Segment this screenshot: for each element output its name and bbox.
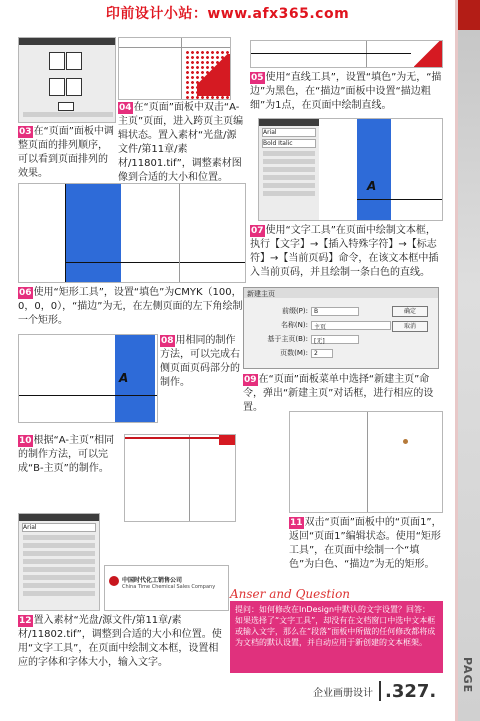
step-06-number: 06 [19,288,32,298]
step-05-number: 05 [251,73,264,83]
step-11-number: 11 [290,518,303,528]
step-11-text: 双击“页面”面板中的“页面1”，返回“页面1”编辑状态。使用“矩形工具”，在页面中绘制一个“填色”为白色、“描边”为无的矩形。 [289,517,442,570]
step-05-text: 使用“直线工具”，设置“填色”为无，“描边”为黑色，在“描边”面板中设置“描边粗细”为1点，在页面中绘制直线。 [250,72,442,111]
step-10-number: 10 [19,436,32,446]
new-master-dialog [243,287,439,369]
step-09 [243,373,443,415]
b-master-screenshot [124,434,236,522]
pages-input[interactable]: 2 [311,349,333,358]
page-number-marker: A [367,179,377,193]
pages-row: 页数(M): 2 [264,348,333,358]
character-panel-screenshot [258,118,443,221]
step-07-text: 使用“文字工具”在页面中绘制文本框，执行【文字】→【插入特殊字符】→【标志符】→【当前页码】命令，在该文本框中插入当前页码，并且绘制一条白色的直线。 [250,225,439,278]
step-03-number: 03 [19,127,32,137]
step-11 [289,516,443,572]
master-spread-screenshot [118,37,231,100]
step-08-number: 08 [161,336,174,346]
step-06 [18,286,246,328]
qa-section [230,587,443,673]
character-panel [259,119,319,221]
footer-divider [379,681,381,701]
step-03 [18,125,116,181]
pages-panel-screenshot [18,37,116,123]
panel-titlebar [19,38,115,45]
step-09-number: 09 [244,375,257,385]
logo-text-screenshot [104,565,229,611]
step-05 [250,71,443,113]
company-name-cn: 中国时代化工销售公司 [122,577,183,584]
step-10-text: 根据“A-主页”相同的制作方法，可以完成“B-主页”的制作。 [18,435,115,474]
name-input[interactable]: 主页 [311,321,391,330]
qa-heading: Anser and Question [230,587,351,601]
based-on-select[interactable]: [无] [311,335,359,344]
based-on-row: 基于主页(B): [无] [264,334,359,344]
step-07-number: 07 [251,226,264,236]
step-04-number: 04 [119,103,132,113]
blue-rectangle [357,119,391,221]
font-family-field[interactable]: Arial [262,128,316,137]
rectangle-tool-screenshot [18,183,246,283]
line-tool-screenshot [250,40,443,68]
qa-box [230,601,443,673]
footer-section-label: 企业画册设计 [313,687,373,699]
font-family-field[interactable]: Arial [22,523,96,532]
step-04 [118,101,244,185]
font-style-field[interactable]: Bold Italic [262,139,316,148]
footer-page-number: .327. [385,680,437,702]
qa-text: 提问：如何修改在InDesign中默认的文字设置？回答：如果选择了“文字工具”，却没有在文档窗口中选中文本框或输入文字，那么在“段落”面板中所做的任何修改都将成为文档的默认设置，并自动应用于新创建的文本框架。 [235,605,436,647]
page-thumb-group [49,52,85,112]
prefix-input[interactable]: B [311,307,359,316]
step-06-text: 使用“矩形工具”，设置“填色”为CMYK（100，0，0，0），“描边”为无，在左侧页面的左下角绘制一个矩形。 [18,287,243,326]
character-panel-screenshot [18,513,100,611]
side-tab [458,0,480,721]
side-tab-cap [458,0,480,30]
step-10 [18,434,122,476]
prefix-row: 前缀(P): B [264,306,359,316]
ok-button[interactable]: 确定 [392,306,428,317]
step-04-text: 在“页面”面板中双击“A-主页”页面，进入跨页主页编辑状态。置入素材“光盘/源文件/第11章/素材/11801.tif”，调整素材图像到合适的大小和位置。 [118,102,244,183]
step-12-number: 12 [19,616,32,626]
cancel-button[interactable]: 取消 [392,321,428,332]
white-rectangle-screenshot [289,411,443,513]
step-07 [250,224,443,280]
side-tab-page-word: PAGE [461,656,474,693]
step-12-text: 置入素材“光盘/源文件/第11章/素材/11802.tif”，调整到合适的大小和位置。使用“文字工具”，在页面中绘制文本框，设置相应的字体和字体大小，输入文字。 [18,615,222,668]
right-page-number-screenshot [18,334,158,423]
blue-rectangle [65,184,121,283]
header-site-label: 印前设计小站：www.afx365.com [105,6,350,22]
page-footer [313,680,436,702]
step-08 [160,334,242,390]
step-03-text: 在“页面”面板中调整页面的排列顺序，可以看到页面排列的效果。 [18,126,114,179]
company-logo-icon [109,576,119,586]
panel-footer-row [23,112,113,117]
page-number-marker: A [119,371,129,385]
step-09-text: 在“页面”面板菜单中选择“新建主页”命令，弹出“新建主页”对话框，进行相应的设置。 [243,374,434,413]
name-row: 名称(N): 主页 [264,320,391,330]
dialog-title: 新建主页 [244,288,438,298]
company-name-en: China Time Chemical Sales Company [122,584,216,590]
step-08-text: 用相同的制作方法，可以完成右侧页面页码部分的制作。 [160,335,240,388]
step-12 [18,614,228,670]
